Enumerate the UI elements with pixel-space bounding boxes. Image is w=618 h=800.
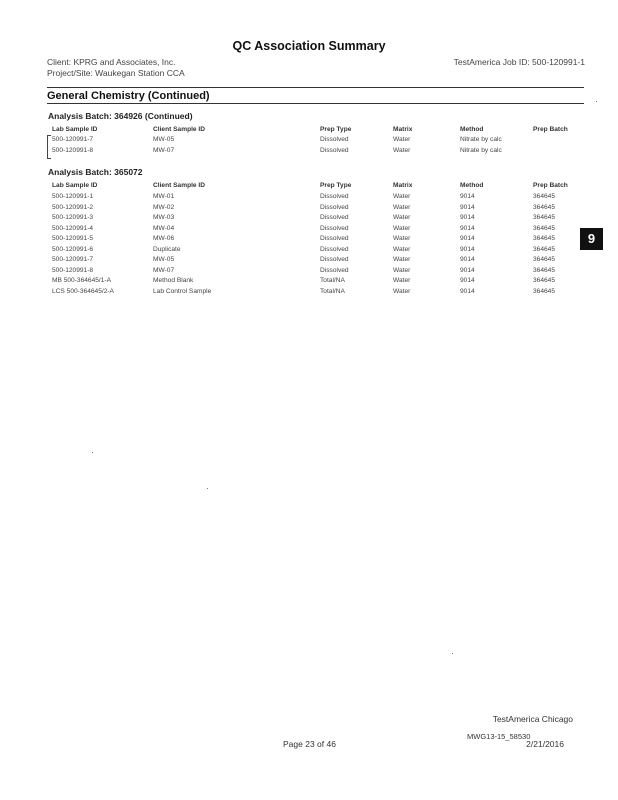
col-prep-batch-cell: 364645	[533, 224, 556, 232]
col-client-sample-id-cell: MW-05	[153, 256, 175, 263]
col-prep-type-cell: Total/NA	[320, 287, 345, 295]
scan-speck	[207, 488, 208, 489]
col-method-cell: 9014	[460, 245, 475, 253]
col-prep-batch-cell: 364645	[533, 245, 556, 253]
col-lab-sample-id-cell: 500-120991-8	[52, 146, 94, 154]
report-date: 2/21/2016	[526, 739, 564, 749]
col-matrix-header: Matrix	[393, 182, 413, 189]
col-prep-type-cell: Dissolved	[320, 146, 349, 154]
col-client-sample-id-cell: MW-02	[153, 203, 175, 211]
col-lab-sample-id-cell: 500-120991-7	[52, 136, 94, 143]
col-matrix-cell: Water	[393, 203, 411, 211]
section-title: General Chemistry (Continued)	[47, 90, 210, 102]
col-prep-batch-cell: 364645	[533, 235, 556, 242]
col-lab-sample-id-header: Lab Sample ID	[52, 126, 98, 133]
col-prep-type-cell: Dissolved	[320, 224, 349, 232]
col-matrix-cell: Water	[393, 266, 411, 274]
scan-speck	[92, 452, 93, 453]
col-prep-type-cell: Dissolved	[320, 214, 349, 221]
col-method-cell: 9014	[460, 277, 475, 284]
col-prep-type-header: Prep Type	[320, 182, 352, 189]
col-matrix-cell: Water	[393, 193, 411, 200]
col-client-sample-id-cell: MW-07	[153, 266, 175, 274]
col-prep-type-cell: Dissolved	[320, 136, 349, 143]
col-matrix-cell: Water	[393, 136, 411, 143]
col-lab-sample-id-cell: 500-120991-2	[52, 203, 94, 211]
project-site-line: Project/Site: Waukegan Station CCA	[47, 68, 185, 78]
col-prep-batch-header: Prep Batch	[533, 182, 568, 189]
col-matrix-cell: Water	[393, 235, 411, 242]
page-title: QC Association Summary	[232, 39, 386, 53]
col-prep-type-header: Prep Type	[320, 126, 352, 133]
col-method-cell: 9014	[460, 203, 475, 211]
col-matrix-cell: Water	[393, 146, 411, 154]
col-prep-batch-cell: 364645	[533, 256, 556, 263]
col-prep-type-cell: Dissolved	[320, 245, 349, 253]
col-client-sample-id-cell: Lab Control Sample	[153, 287, 212, 295]
scan-speck	[596, 101, 597, 102]
page-number: Page 23 of 46	[283, 739, 336, 749]
footer-company: TestAmerica Chicago	[492, 714, 573, 724]
col-client-sample-id-cell: MW-05	[153, 136, 175, 143]
col-lab-sample-id-cell: MB 500-364645/1-A	[52, 277, 112, 284]
col-matrix-cell: Water	[393, 214, 411, 221]
col-prep-batch-cell: 364645	[533, 193, 556, 200]
col-method-cell: 9014	[460, 235, 475, 242]
section-tab: 9	[580, 228, 603, 250]
col-lab-sample-id-header: Lab Sample ID	[52, 182, 98, 189]
col-prep-type-cell: Dissolved	[320, 235, 349, 242]
col-prep-batch-cell: 364645	[533, 203, 556, 211]
col-method-cell: 9014	[460, 256, 475, 263]
col-client-sample-id-cell: MW-01	[153, 193, 175, 200]
col-method-cell: 9014	[460, 224, 475, 232]
col-lab-sample-id-cell: 500-120991-3	[52, 214, 94, 221]
col-lab-sample-id-cell: 500-120991-6	[52, 245, 94, 253]
col-method-cell: 9014	[460, 266, 475, 274]
col-matrix-cell: Water	[393, 277, 411, 284]
col-method-cell: Nitrate by calc	[460, 146, 502, 154]
col-method-cell: Nitrate by calc	[460, 136, 502, 143]
col-client-sample-id-header: Client Sample ID	[153, 126, 206, 133]
col-matrix-cell: Water	[393, 256, 411, 263]
section-rule	[47, 103, 584, 104]
col-method-cell: 9014	[460, 193, 475, 200]
col-lab-sample-id-cell: 500-120991-7	[52, 256, 94, 263]
row-group-bracket	[47, 135, 51, 159]
col-method-cell: 9014	[460, 214, 475, 221]
col-lab-sample-id-cell: 500-120991-1	[52, 193, 94, 200]
col-client-sample-id-header: Client Sample ID	[153, 182, 206, 189]
col-method-header: Method	[460, 126, 484, 133]
col-prep-batch-cell: 364645	[533, 287, 556, 295]
analysis-batch-title: Analysis Batch: 365072	[48, 167, 143, 177]
client-line: Client: KPRG and Associates, Inc.	[47, 57, 176, 67]
col-client-sample-id-cell: MW-04	[153, 224, 175, 232]
col-prep-type-cell: Dissolved	[320, 266, 349, 274]
col-matrix-cell: Water	[393, 287, 411, 295]
col-lab-sample-id-cell: 500-120991-4	[52, 224, 94, 232]
col-prep-type-cell: Total/NA	[320, 277, 345, 284]
col-lab-sample-id-cell: LCS 500-364645/2-A	[52, 287, 114, 295]
analysis-batch-title: Analysis Batch: 364926 (Continued)	[48, 111, 193, 121]
col-prep-type-cell: Dissolved	[320, 193, 349, 200]
scan-speck	[452, 653, 453, 654]
col-lab-sample-id-cell: 500-120991-5	[52, 235, 94, 242]
col-method-header: Method	[460, 182, 484, 189]
top-rule	[47, 87, 584, 88]
col-client-sample-id-cell: Duplicate	[153, 245, 181, 253]
col-method-cell: 9014	[460, 287, 475, 295]
col-lab-sample-id-cell: 500-120991-8	[52, 266, 94, 274]
col-matrix-header: Matrix	[393, 126, 413, 133]
col-prep-batch-cell: 364645	[533, 277, 556, 284]
col-matrix-cell: Water	[393, 245, 411, 253]
col-prep-batch-header: Prep Batch	[533, 126, 568, 133]
col-matrix-cell: Water	[393, 224, 411, 232]
job-id: TestAmerica Job ID: 500-120991-1	[453, 57, 585, 67]
col-prep-batch-cell: 364645	[533, 266, 556, 274]
col-client-sample-id-cell: MW-06	[153, 235, 175, 242]
col-client-sample-id-cell: MW-07	[153, 146, 175, 154]
footer-code: MWG13-15_58530	[467, 732, 531, 741]
col-client-sample-id-cell: MW-03	[153, 214, 175, 221]
col-prep-type-cell: Dissolved	[320, 256, 349, 263]
col-prep-batch-cell: 364645	[533, 214, 556, 221]
col-prep-type-cell: Dissolved	[320, 203, 349, 211]
col-client-sample-id-cell: Method Blank	[153, 277, 194, 284]
